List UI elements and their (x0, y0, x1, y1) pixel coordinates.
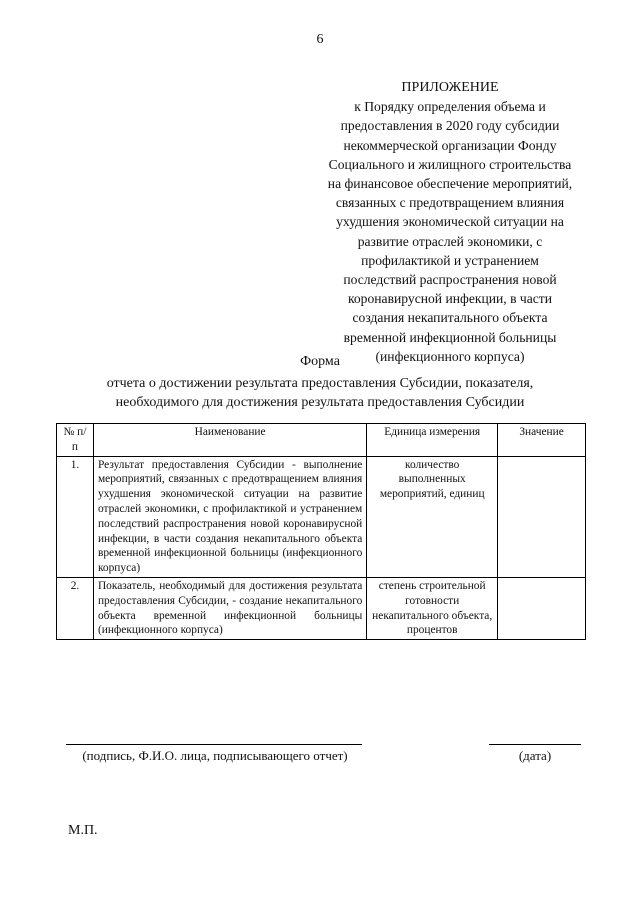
appendix-block (300, 78, 600, 366)
form-title-line: необходимого для достижения результата предоставления Субсидии (115, 395, 525, 410)
header-value: Значение (498, 424, 586, 457)
row-value[interactable] (498, 456, 586, 577)
table-row (57, 577, 586, 639)
form-label: Форма (300, 354, 340, 369)
form-title (40, 374, 600, 412)
header-name: Наименование (93, 424, 366, 457)
appendix-line: связанных с предотвращением влияния (335, 195, 565, 211)
row-name: Показатель, необходимый для достижения результата предоставления Субсидии, - создание некапитального объекта временной инфекционной больницы (инфекционного корпуса) (93, 577, 366, 639)
report-table (56, 423, 586, 640)
appendix-line: (инфекционного корпуса) (375, 348, 525, 364)
appendix-line: профилактикой и устранением (361, 252, 539, 268)
row-unit: степень строительной готовности некапитального объекта, процентов (367, 577, 498, 639)
signature-caption: (подпись, Ф.И.О. лица, подписывающего отчет) (82, 748, 348, 763)
signature-line[interactable] (66, 744, 362, 745)
appendix-line: Социального и жилищного строительства (328, 156, 572, 172)
row-unit: количество выполненных мероприятий, единиц (367, 456, 498, 577)
date-caption: (дата) (518, 748, 552, 763)
row-number: 1. (57, 456, 94, 577)
date-line[interactable] (489, 744, 581, 745)
table-row (57, 456, 586, 577)
appendix-line: развитие отраслей экономики, с (357, 233, 543, 249)
appendix-line: коронавирусной инфекции, в части (347, 291, 553, 307)
row-value[interactable] (498, 577, 586, 639)
table-header-row (57, 424, 586, 457)
appendix-line: предоставления в 2020 году субсидии (340, 118, 560, 134)
appendix-line: на финансовое обеспечение мероприятий, (327, 176, 573, 192)
header-unit: Единица измерения (367, 424, 498, 457)
header-number: № п/п (57, 424, 94, 457)
row-name: Результат предоставления Субсидии - выполнение мероприятий, связанных с предотвращением влияния ухудшения экономической ситуации на развитие отраслей экономики, с профилактикой и устранением последствий распространения новой коронавирусной инфекции, в части создания некапитального объекта временной инфекционной больницы (инфекционного корпуса) (93, 456, 366, 577)
appendix-line: ухудшения экономической ситуации на (336, 214, 564, 230)
appendix-line: некоммерческой организации Фонду (343, 137, 557, 153)
form-title-line: отчета о достижении результата предоставления Субсидии, показателя, (106, 376, 534, 391)
page-number: 6 (316, 32, 324, 47)
appendix-line: временной инфекционной больницы (343, 329, 557, 345)
row-number: 2. (57, 577, 94, 639)
stamp-placeholder: М.П. (68, 823, 98, 838)
appendix-title: ПРИЛОЖЕНИЕ (401, 80, 499, 95)
appendix-line: последствий распространения новой (343, 272, 557, 288)
appendix-line: создания некапитального объекта (352, 310, 548, 326)
appendix-line: к Порядку определения объема и (354, 99, 546, 115)
